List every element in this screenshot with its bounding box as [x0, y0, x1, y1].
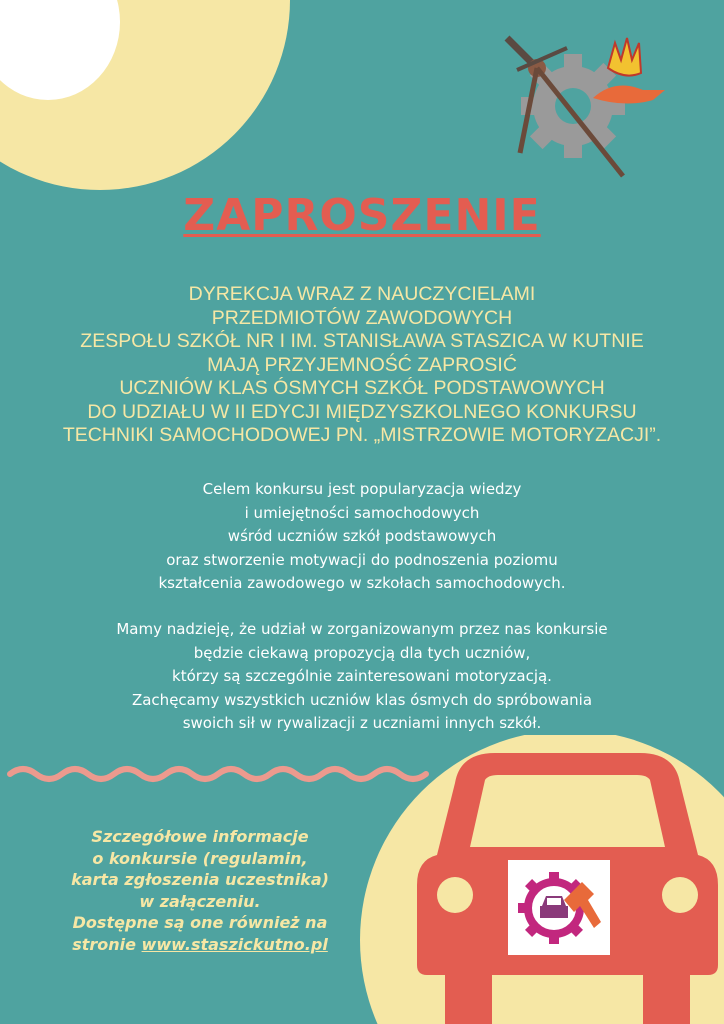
- intro-text: [10, 283, 714, 448]
- intro-line: DYREKCJA WRAZ Z NAUCZYCIELAMI: [188, 283, 536, 305]
- hope-line: swoich sił w rywalizacji z uczniami innych szkół.: [182, 714, 542, 732]
- details-info: [30, 826, 370, 955]
- hope-paragraph: [20, 618, 704, 736]
- hope-line: Mamy nadzieję, że udział w zorganizowanym przez nas konkursie: [116, 620, 608, 638]
- invitation-title: ZAPROSZENIE: [183, 190, 541, 241]
- car-gear-wrench-icon: [508, 860, 610, 955]
- top-left-decor-circle: [0, 0, 290, 195]
- hope-line: Zachęcamy wszystkich uczniów klas ósmych do spróbowania: [131, 690, 593, 709]
- intro-line: ZESPOŁU SZKÓŁ NR I IM. STANISŁAWA STASZICA W KUTNIE: [80, 330, 644, 352]
- intro-line: UCZNIÓW KLAS ÓSMYCH SZKÓŁ PODSTAWOWYCH: [119, 377, 605, 399]
- hope-line: będzie ciekawą propozycją dla tych uczniów,: [193, 643, 531, 662]
- goal-line: i umiejętności samochodowych: [244, 503, 480, 522]
- school-website-link[interactable]: www.staszickutno.pl: [141, 934, 328, 954]
- school-compass-gear-logo-icon: [495, 28, 670, 183]
- goal-line: oraz stworzenie motywacji do podnoszenia poziomu: [166, 550, 558, 569]
- goal-line: wśród uczniów szkół podstawowych: [227, 527, 497, 545]
- hope-line: którzy są szczególnie zainteresowani motoryzacją.: [172, 667, 552, 685]
- intro-line: TECHNIKI SAMOCHODOWEJ PN. „MISTRZOWIE MOTORYZACJI”.: [62, 424, 662, 446]
- goal-line: Celem konkursu jest popularyzacja wiedzy: [202, 480, 522, 498]
- info-line: Szczegółowe informacje: [91, 827, 309, 846]
- info-line: Dostępne są one również na: [72, 913, 328, 932]
- info-line: karta zgłoszenia uczestnika): [71, 870, 329, 889]
- info-line: w załączeniu.: [139, 891, 261, 911]
- goal-line: kształcenia zawodowego w szkołach samochodowych.: [158, 574, 566, 592]
- info-link-prefix: stronie: [72, 934, 142, 954]
- intro-line: DO UDZIAŁU W II EDYCJI MIĘDZYSZKOLNEGO KONKURSU: [87, 400, 637, 423]
- goal-paragraph: [20, 478, 704, 596]
- info-line: o konkursie (regulamin,: [92, 848, 308, 868]
- intro-line: PRZEDMIOTÓW ZAWODOWYCH: [211, 306, 513, 329]
- info-link-line: [30, 934, 370, 956]
- intro-line: MAJĄ PRZYJEMNOŚĆ ZAPROSIĆ: [207, 353, 517, 376]
